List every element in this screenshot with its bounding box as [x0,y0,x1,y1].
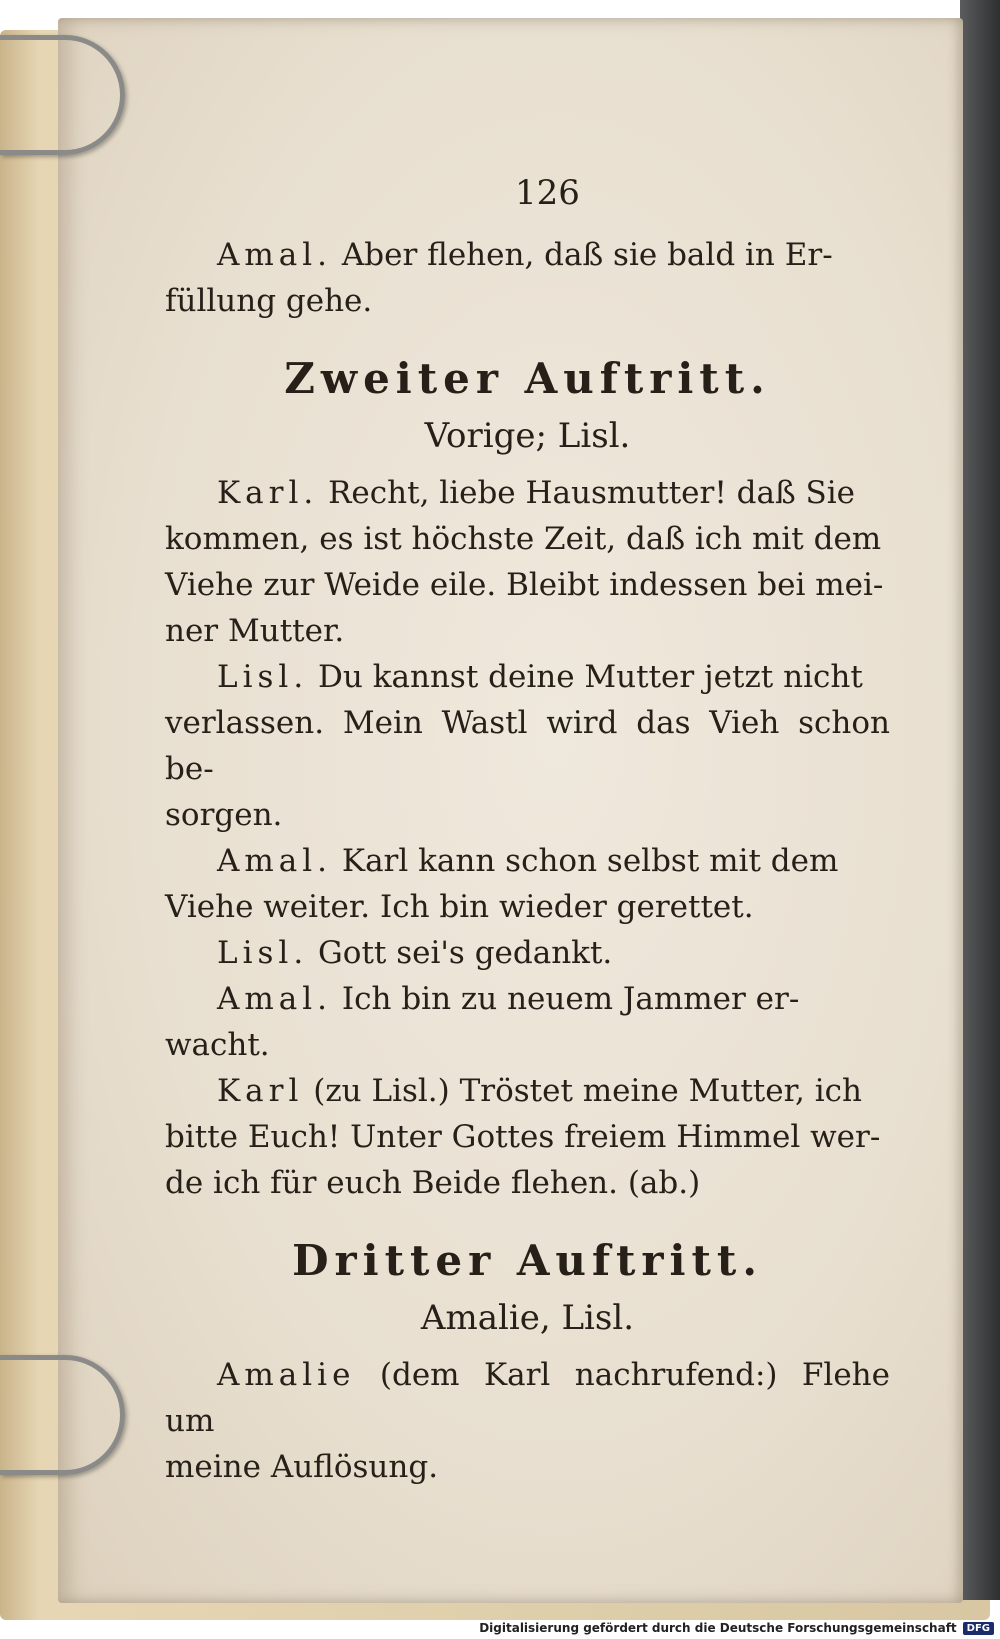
line-text: sorgen. [165,797,283,833]
line-text: Gott sei's gedankt. [318,935,613,971]
line-text: Viehe zur Weide eile. Bleibt indessen bei mei- [165,567,884,603]
text-line [165,1022,890,1068]
text-line [165,654,890,700]
text-line [165,976,890,1022]
scene-3-title: Dritter Auftritt. [292,1236,763,1285]
line-text: bitte Euch! Unter Gottes freiem Himmel wer- [165,1119,881,1155]
line-text: Du kannst deine Mutter jetzt nicht [318,659,863,695]
digitization-credit [479,1621,994,1635]
page-clip-top [0,35,125,155]
line-text: kommen, es ist höchste Zeit, daß ich mit dem [165,521,882,557]
line-text: ner Mutter. [165,613,345,649]
text-line [165,232,890,278]
text-line [165,930,890,976]
text-line [165,884,890,930]
line-text: füllung gehe. [165,283,373,319]
text-line [165,1352,890,1444]
speaker-name: Karl [217,1073,304,1109]
line-text: de ich für euch Beide flehen. (ab.) [165,1165,701,1201]
text-line [165,792,890,838]
scene-2-cast: Vorige; Lisl. [424,416,631,456]
page-clip-bottom [0,1355,125,1475]
dfg-logo: DFG [963,1622,994,1635]
text-line [165,838,890,884]
speaker-name: Amal. [217,981,333,1017]
book-cover-edge [960,0,1000,1600]
line-text: Ich bin zu neuem Jammer er- [341,981,800,1017]
line-text: (dem Karl nachrufend:) Flehe um [165,1357,890,1439]
line-text: verlassen. Mein Wastl wird das Vieh schon be- [165,705,890,787]
speaker-name: Amal. [217,843,333,879]
text-line [165,562,890,608]
page-number: 126 [515,173,580,213]
speaker-name: Lisl. [217,935,309,971]
scene-3-lines [165,1352,890,1490]
line-text: wacht. [165,1027,270,1063]
text-line [165,1160,890,1206]
scene-2-lines [165,470,890,1206]
speaker-name: Amal. [217,237,333,273]
scene-3-cast: Amalie, Lisl. [420,1298,635,1338]
line-text: Karl kann schon selbst mit dem [341,843,839,879]
line-text: (zu Lisl.) Tröstet meine Mutter, ich [313,1073,862,1109]
text-line [165,1444,890,1490]
scene-2-title: Zweiter Auftritt. [284,354,771,403]
intro-lines [165,232,890,324]
text-line [165,278,890,324]
text-line [165,700,890,792]
text-line [165,608,890,654]
speaker-name: Lisl. [217,659,309,695]
speaker-name: Karl. [217,475,319,511]
speaker-name: Amalie [217,1357,356,1393]
credit-text: Digitalisierung gefördert durch die Deutsche Forschungsgemeinschaft [479,1621,957,1635]
line-text: Recht, liebe Hausmutter! daß Sie [328,475,856,511]
text-line [165,470,890,516]
line-text: Aber flehen, daß sie bald in Er- [341,237,833,273]
text-line [165,1068,890,1114]
line-text: Viehe weiter. Ich bin wieder gerettet. [165,889,754,925]
page-text [165,170,890,1490]
text-line [165,516,890,562]
line-text: meine Auflösung. [165,1449,439,1485]
text-line [165,1114,890,1160]
